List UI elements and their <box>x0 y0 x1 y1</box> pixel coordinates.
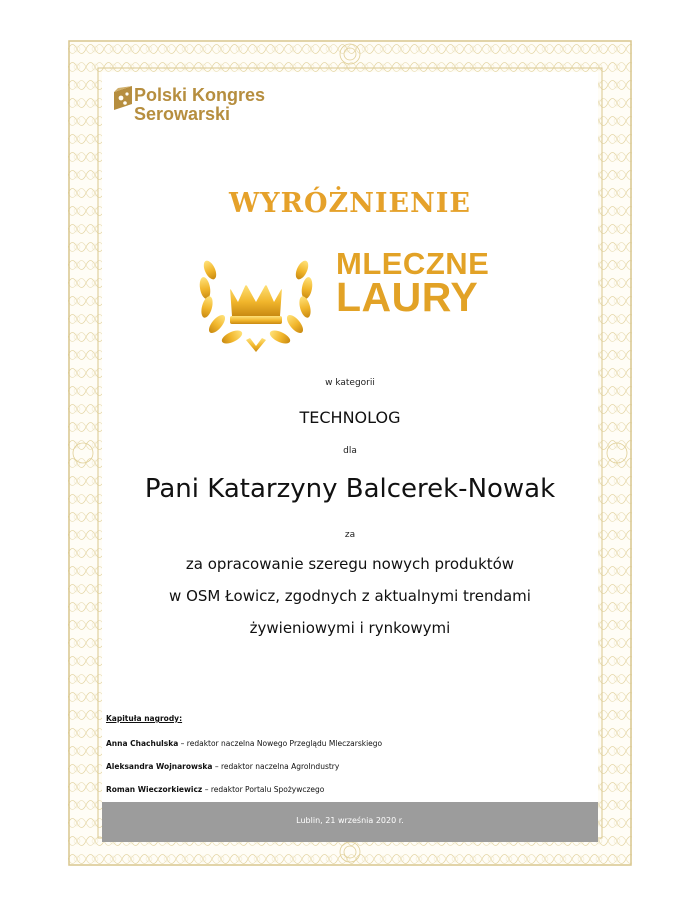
logo-line2: Serowarski <box>134 104 231 124</box>
jury-member-name: Aleksandra Wojnarowska <box>106 762 213 771</box>
jury-member <box>106 739 382 748</box>
reason-line: żywieniowymi i rynkowymi <box>249 619 451 637</box>
jury-member-name: Anna Chachulska <box>106 739 179 748</box>
cheese-icon <box>112 82 134 116</box>
jury-member-role: – redaktor naczelna Nowego Przeglądu Mleczarskiego <box>178 739 383 748</box>
brand-line2: LAURY <box>336 274 479 320</box>
brand-line1: MLECZNE <box>336 246 490 281</box>
logo-line1: Polski Kongres <box>134 85 266 105</box>
jury-member <box>106 785 382 794</box>
jury-section <box>106 714 382 808</box>
jury-member-role: – redaktor naczelna AgroIndustry <box>212 762 340 771</box>
for-label: dla <box>343 446 357 456</box>
brand-logo <box>336 248 489 318</box>
recipient-name: Pani Katarzyny Balcerek-Nowak <box>144 474 556 504</box>
jury-member-role: – redaktor Portalu Spożywczego <box>202 785 325 794</box>
reason-intro: za <box>344 530 356 540</box>
jury-header: Kapituła nagrody: <box>106 714 183 723</box>
laurel-crown-icon <box>196 240 316 358</box>
award-reason <box>68 548 632 644</box>
award-title: WYRÓŻNIENIE <box>228 188 472 219</box>
jury-member-name: Roman Wieczorkiewicz <box>106 785 203 794</box>
category-name: TECHNOLOG <box>299 408 401 427</box>
reason-line: w OSM Łowicz, zgodnych z aktualnymi trendami <box>169 587 531 605</box>
footer-bar <box>102 802 598 842</box>
jury-member <box>106 762 382 771</box>
certificate-sheet <box>68 40 632 866</box>
reason-line: za opracowanie szeregu nowych produktów <box>185 555 515 573</box>
category-intro: w kategorii <box>325 378 375 388</box>
place-date: Lublin, 21 września 2020 r. <box>296 816 404 825</box>
logo <box>112 80 282 150</box>
